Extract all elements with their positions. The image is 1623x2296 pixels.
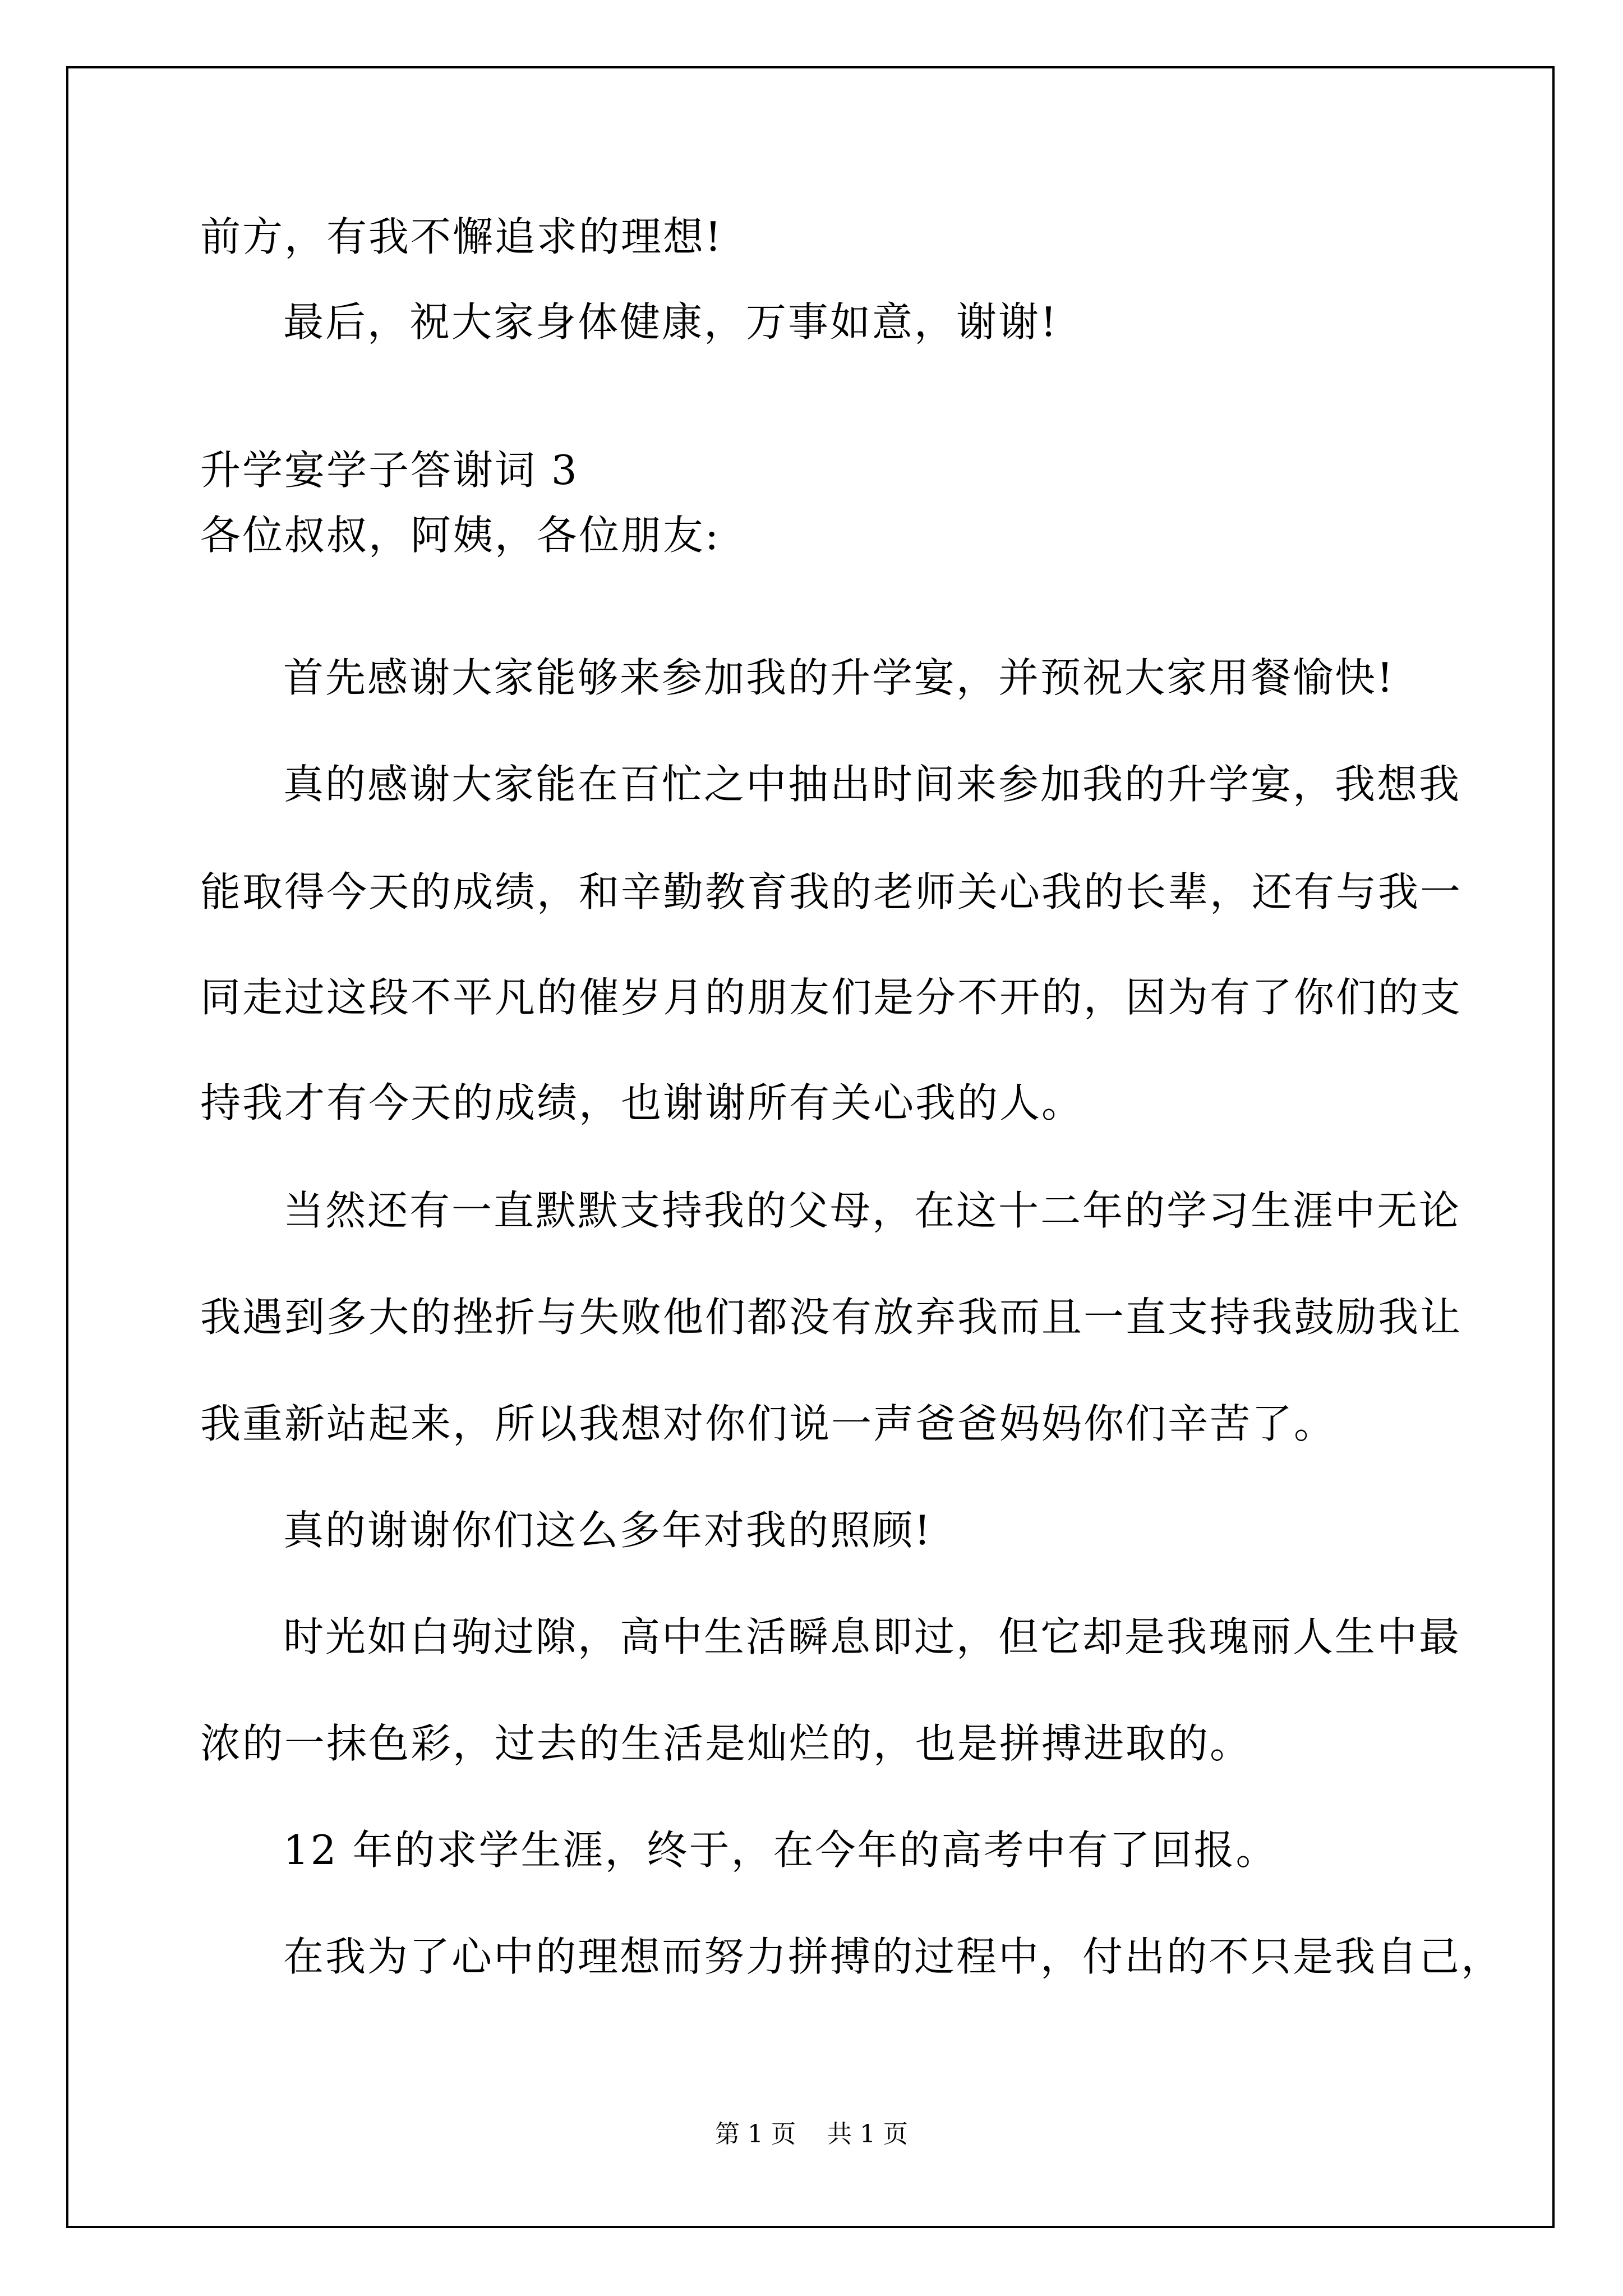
paragraph-line: 持我才有今天的成绩，也谢谢所有关心我的人。 (200, 1079, 1084, 1126)
paragraph-line: 最后，祝大家身体健康，万事如意，谢谢! (283, 298, 1058, 346)
paragraph-line: 同走过这段不平凡的催岁月的朋友们是分不开的，因为有了你们的支 (200, 974, 1463, 1021)
section-heading: 升学宴学子答谢词 3 (200, 447, 579, 494)
salutation: 各位叔叔，阿姨，各位朋友: (200, 512, 721, 559)
paragraph-line: 真的谢谢你们这么多年对我的照顾! (283, 1507, 932, 1554)
paragraph-line: 12 年的求学生涯，终于，在今年的高考中有了回报。 (283, 1826, 1278, 1874)
paragraph-line: 我遇到多大的挫折与失败他们都没有放弃我而且一直支持我鼓励我让 (200, 1294, 1463, 1341)
page-number-footer: 第 1 页 共 1 页 (715, 2120, 908, 2148)
paragraph-line: 首先感谢大家能够来参加我的升学宴，并预祝大家用餐愉快! (283, 654, 1395, 701)
paragraph-line: 真的感谢大家能在百忙之中抽出时间来参加我的升学宴，我想我 (283, 761, 1461, 808)
paragraph-line: 能取得今天的成绩，和辛勤教育我的老师关心我的长辈，还有与我一 (200, 868, 1463, 915)
paragraph-line: 时光如白驹过隙，高中生活瞬息即过，但它却是我瑰丽人生中最 (283, 1613, 1461, 1660)
paragraph-line: 在我为了心中的理想而努力拼搏的过程中，付出的不只是我自己， (283, 1933, 1504, 1980)
paragraph-line: 浓的一抹色彩，过去的生活是灿烂的，也是拼搏进取的。 (200, 1720, 1252, 1767)
paragraph-line: 前方，有我不懈追求的理想! (200, 213, 723, 260)
paragraph-line: 我重新站起来，所以我想对你们说一声爸爸妈妈你们辛苦了。 (200, 1400, 1336, 1447)
page-border (66, 66, 1555, 2228)
paragraph-line: 当然还有一直默默支持我的父母，在这十二年的学习生涯中无论 (283, 1187, 1461, 1234)
